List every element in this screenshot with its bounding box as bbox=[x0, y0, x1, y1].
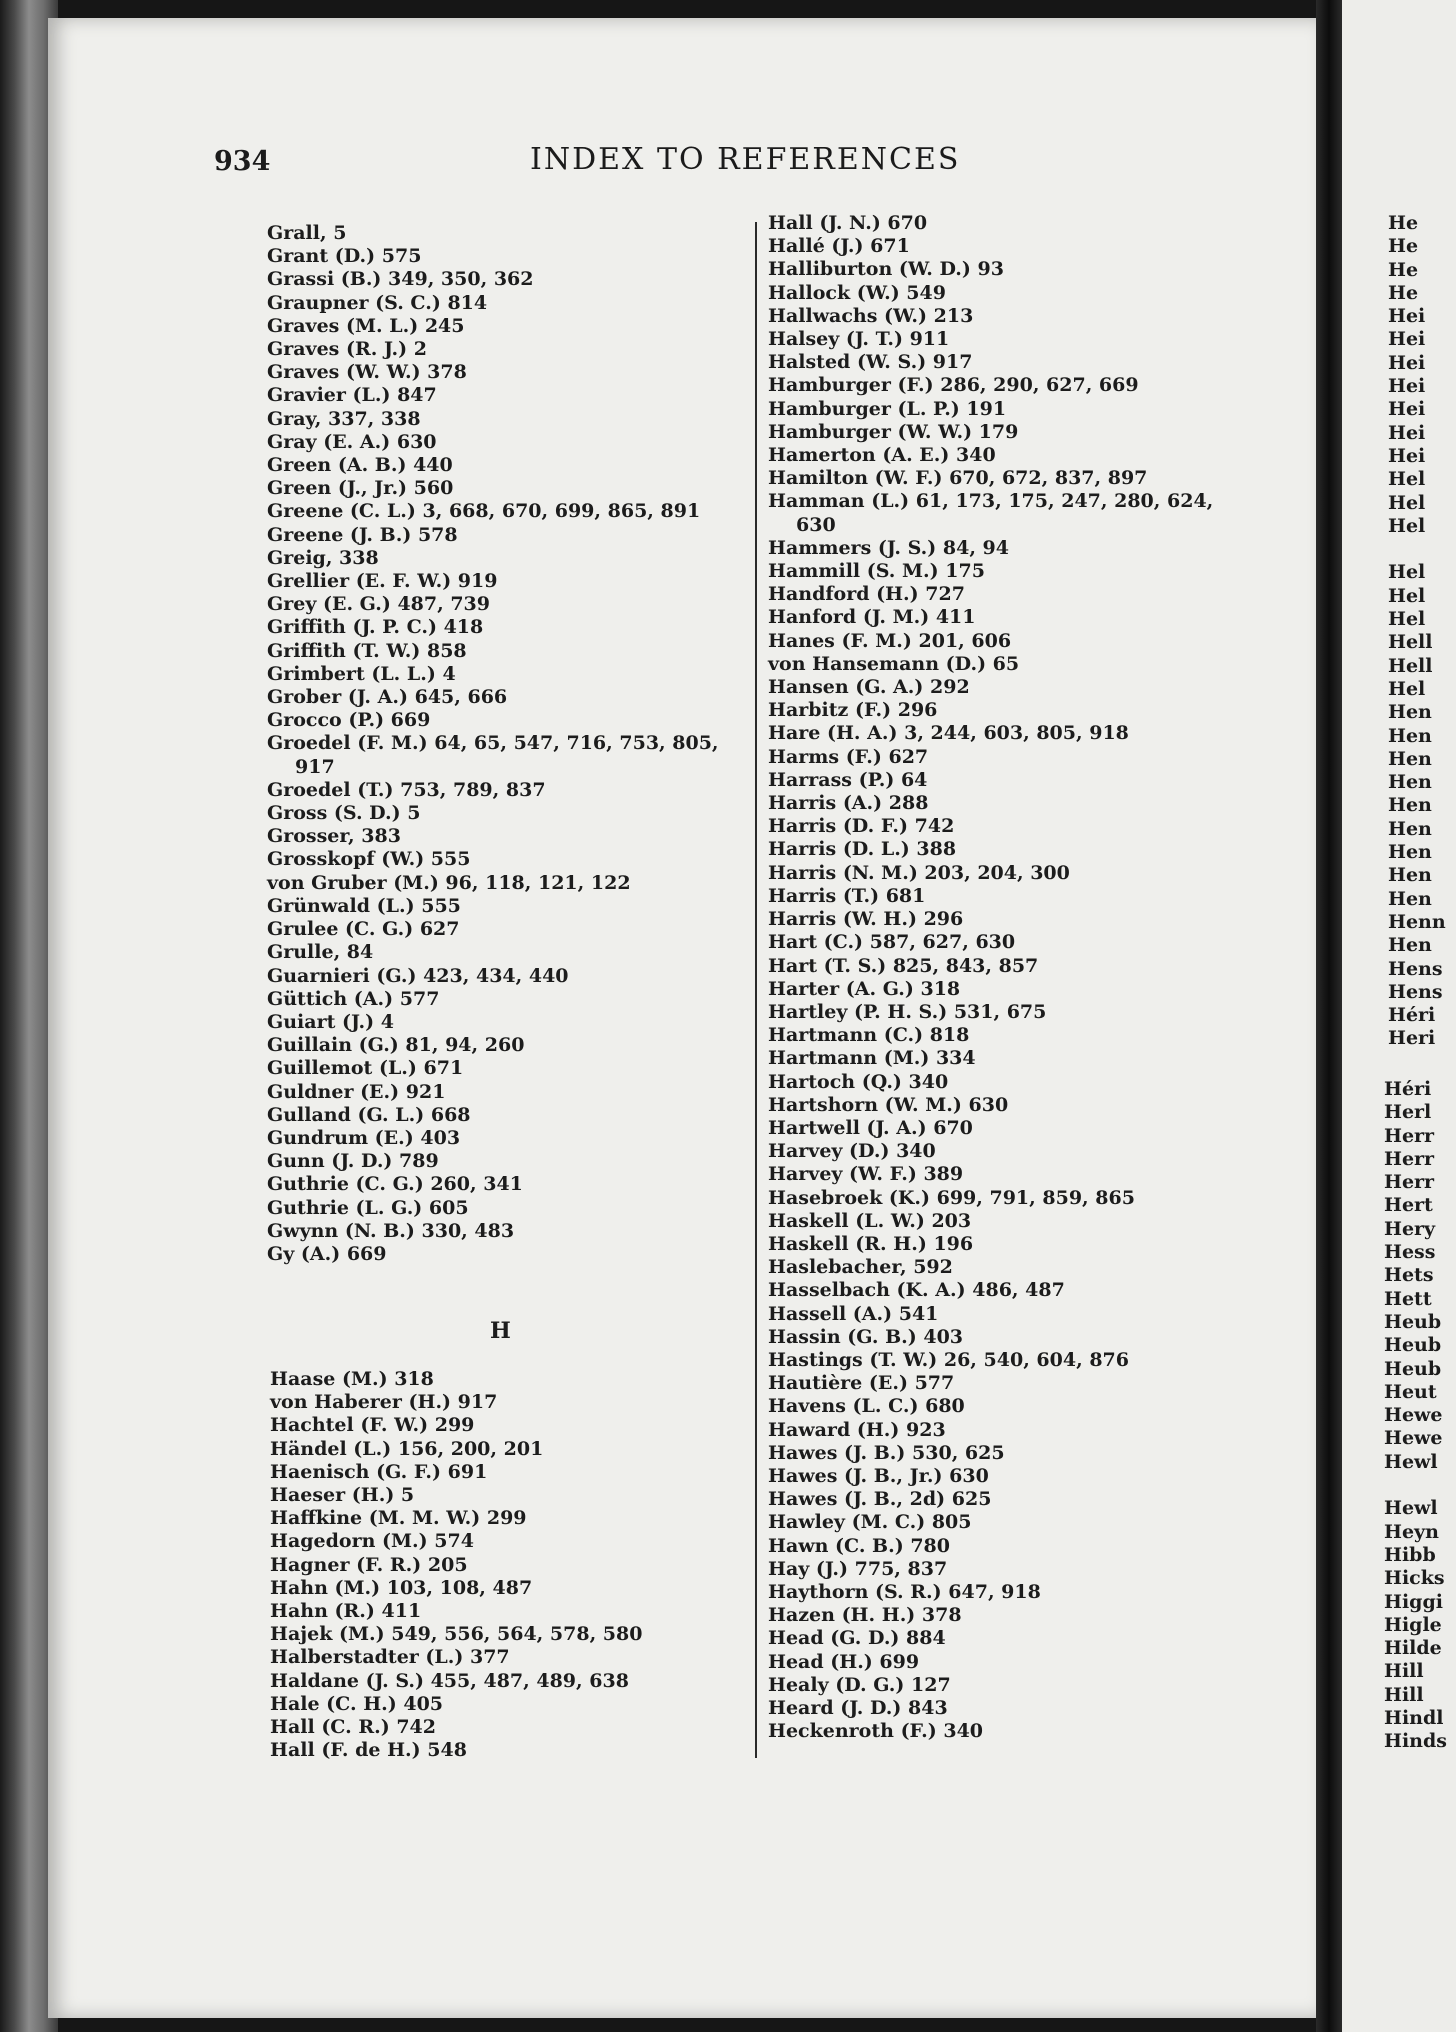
facing-page-fragment: Hei bbox=[1388, 351, 1426, 374]
index-entry: Head (G. D.) 884 bbox=[768, 1627, 946, 1650]
facing-page-fragment: Hibb bbox=[1384, 1543, 1436, 1566]
facing-page-fragment: Heub bbox=[1384, 1310, 1442, 1333]
index-entry: Harvey (W. F.) 389 bbox=[768, 1163, 964, 1186]
facing-page-fragment: Hen bbox=[1388, 701, 1432, 724]
index-entry: Gundrum (E.) 403 bbox=[267, 1126, 461, 1149]
index-entry: Harbitz (F.) 296 bbox=[768, 699, 938, 722]
index-entry: Grocco (P.) 669 bbox=[267, 709, 431, 732]
index-entry: Hammers (J. S.) 84, 94 bbox=[768, 536, 1009, 559]
index-entry: Hamburger (F.) 286, 290, 627, 669 bbox=[768, 374, 1139, 397]
index-entry: Heard (J. D.) 843 bbox=[768, 1697, 948, 1719]
facing-page-fragment: Hei bbox=[1388, 398, 1426, 421]
index-entry: Hare (H. A.) 3, 244, 603, 805, 918 bbox=[768, 722, 1129, 745]
facing-page-fragment: Hel bbox=[1388, 608, 1426, 631]
index-entry: Gravier (L.) 847 bbox=[267, 384, 437, 407]
index-entry: Grulee (C. G.) 627 bbox=[267, 918, 460, 941]
facing-page-fragment: Hel bbox=[1388, 677, 1426, 700]
index-entry: Hassell (A.) 541 bbox=[768, 1302, 939, 1325]
index-entry: Haward (H.) 923 bbox=[768, 1418, 946, 1441]
facing-page-fragment: Hei bbox=[1388, 421, 1426, 444]
index-entry: Hawes (J. B.) 530, 625 bbox=[768, 1441, 1005, 1464]
facing-page-fragment: Hen bbox=[1388, 887, 1432, 910]
running-head: INDEX TO REFERENCES bbox=[530, 142, 961, 177]
facing-page-fragment: Herr bbox=[1384, 1124, 1435, 1147]
facing-page-fragment: Hens bbox=[1388, 980, 1443, 1003]
index-entry: Griffith (T. W.) 858 bbox=[267, 639, 467, 662]
facing-page-fragment: Hill bbox=[1384, 1660, 1424, 1683]
index-entry: Heckenroth (F.) 340 bbox=[768, 1720, 984, 1743]
facing-page-fragment: He bbox=[1388, 281, 1419, 304]
facing-page-fragment: Henn bbox=[1388, 910, 1446, 933]
index-entry: Grober (J. A.) 645, 666 bbox=[267, 686, 508, 709]
index-entry: Haslebacher, 592 bbox=[768, 1256, 953, 1279]
index-entry: Hansen (G. A.) 292 bbox=[768, 676, 970, 699]
index-entry: Hallock (W.) 549 bbox=[768, 281, 946, 304]
facing-page-fragment: Heut bbox=[1384, 1380, 1437, 1403]
facing-page-fragment: Heyn bbox=[1384, 1520, 1439, 1543]
index-entry: Greene (J. B.) 578 bbox=[267, 523, 458, 546]
facing-page-fragment: Hen bbox=[1388, 934, 1432, 957]
facing-page-fragment: Hen bbox=[1388, 771, 1432, 794]
facing-page-fragment: Hett bbox=[1384, 1287, 1432, 1310]
index-entry: Harter (A. G.) 318 bbox=[768, 977, 961, 1000]
facing-page-fragment: Hen bbox=[1388, 864, 1432, 887]
index-entry: Guiart (J.) 4 bbox=[267, 1010, 394, 1033]
index-entry: Hay (J.) 775, 837 bbox=[768, 1557, 948, 1580]
index-entry: Haldane (J. S.) 455, 487, 489, 638 bbox=[270, 1669, 629, 1692]
facing-page bbox=[1342, 0, 1456, 2032]
index-entry: Gulland (G. L.) 668 bbox=[267, 1103, 471, 1126]
facing-page-fragment: He bbox=[1388, 212, 1419, 234]
index-entry: Hanford (J. M.) 411 bbox=[768, 606, 976, 629]
index-entry: Grünwald (L.) 555 bbox=[267, 894, 461, 917]
facing-page-fragment: Héri bbox=[1384, 1078, 1432, 1100]
index-entry: Harris (T.) 681 bbox=[768, 884, 926, 907]
index-entry: Hartshorn (W. M.) 630 bbox=[768, 1093, 1009, 1116]
index-entry: 917 bbox=[295, 755, 335, 778]
index-entry: Greene (C. L.) 3, 668, 670, 699, 865, 891 bbox=[267, 500, 701, 523]
index-entry: Gross (S. D.) 5 bbox=[267, 802, 421, 825]
facing-page-fragment: Hen bbox=[1388, 724, 1432, 747]
index-entry: Groedel (F. M.) 64, 65, 547, 716, 753, 805, bbox=[267, 732, 719, 755]
facing-page-fragment: Hinds bbox=[1384, 1730, 1447, 1753]
index-entry: Grellier (E. F. W.) 919 bbox=[267, 570, 498, 593]
index-entry: Hallwachs (W.) 213 bbox=[768, 304, 974, 327]
facing-page-fragment: Herl bbox=[1384, 1101, 1432, 1124]
index-column-left-h bbox=[270, 1368, 642, 1762]
index-entry: Hamburger (W. W.) 179 bbox=[768, 420, 1019, 443]
index-entry: Harms (F.) 627 bbox=[768, 745, 929, 768]
index-column-left-g bbox=[267, 222, 719, 1266]
index-entry: Grosser, 383 bbox=[267, 825, 401, 848]
index-entry: Hartmann (C.) 818 bbox=[768, 1024, 970, 1047]
index-entry: Hasselbach (K. A.) 486, 487 bbox=[768, 1279, 1065, 1302]
index-entry: Hall (C. R.) 742 bbox=[270, 1716, 436, 1739]
index-entry: Hamburger (L. P.) 191 bbox=[768, 397, 1007, 420]
index-entry: Groedel (T.) 753, 789, 837 bbox=[267, 778, 546, 801]
index-entry: Hammill (S. M.) 175 bbox=[768, 560, 985, 583]
index-entry: Grant (D.) 575 bbox=[267, 245, 422, 268]
index-entry: Handford (H.) 727 bbox=[768, 583, 965, 606]
facing-page-fragment: Hen bbox=[1388, 747, 1432, 770]
index-entry: Haeser (H.) 5 bbox=[270, 1484, 415, 1507]
facing-page-fragment: Hilde bbox=[1384, 1637, 1442, 1660]
index-entry: Güttich (A.) 577 bbox=[267, 987, 440, 1010]
index-entry: Haffkine (M. M. W.) 299 bbox=[270, 1507, 527, 1530]
index-entry: Harvey (D.) 340 bbox=[768, 1140, 936, 1163]
index-entry: Grulle, 84 bbox=[267, 941, 374, 964]
index-entry: Guthrie (C. G.) 260, 341 bbox=[267, 1173, 523, 1196]
index-entry: Hawn (C. B.) 780 bbox=[768, 1534, 950, 1557]
facing-page-fragment: Herr bbox=[1384, 1147, 1435, 1170]
facing-page-fragment: Heub bbox=[1384, 1357, 1442, 1380]
index-entry: Haskell (R. H.) 196 bbox=[768, 1232, 974, 1255]
index-entry: Hasebroek (K.) 699, 791, 859, 865 bbox=[768, 1186, 1135, 1209]
facing-page-fragment: Hel bbox=[1388, 514, 1426, 537]
facing-page-fragment: Hewl bbox=[1384, 1450, 1438, 1473]
index-entry: Gy (A.) 669 bbox=[267, 1242, 387, 1265]
book-gutter bbox=[1316, 0, 1342, 2032]
facing-page-fragment: Hert bbox=[1384, 1194, 1433, 1217]
facing-page-fragment: Hei bbox=[1388, 328, 1426, 351]
facing-page-fragment: Hel bbox=[1388, 468, 1426, 491]
facing-page-fragment: Hei bbox=[1388, 375, 1426, 398]
facing-page-fragment: Hess bbox=[1384, 1241, 1436, 1264]
index-entry: Grosskopf (W.) 555 bbox=[267, 848, 471, 871]
index-entry: Hawes (J. B., Jr.) 630 bbox=[768, 1464, 989, 1487]
index-entry: Gwynn (N. B.) 330, 483 bbox=[267, 1219, 515, 1242]
index-entry: Haenisch (G. F.) 691 bbox=[270, 1460, 488, 1483]
index-entry: Hahn (R.) 411 bbox=[270, 1600, 422, 1623]
index-entry: Haythorn (S. R.) 647, 918 bbox=[768, 1580, 1041, 1603]
facing-page-fragment: Hewe bbox=[1384, 1404, 1443, 1427]
index-entry: Graves (R. J.) 2 bbox=[267, 338, 427, 361]
index-entry: Hall (J. N.) 670 bbox=[768, 212, 928, 234]
facing-page-fragment: Héri bbox=[1388, 1004, 1436, 1027]
index-entry: Hart (C.) 587, 627, 630 bbox=[768, 931, 1016, 954]
index-entry: Green (J., Jr.) 560 bbox=[267, 477, 454, 500]
facing-page-fragment: Hewl bbox=[1384, 1497, 1438, 1520]
index-entry: Greig, 338 bbox=[267, 546, 379, 569]
index-entry: Haase (M.) 318 bbox=[270, 1368, 434, 1390]
index-entry: Head (H.) 699 bbox=[768, 1650, 920, 1673]
index-entry: Harris (N. M.) 203, 204, 300 bbox=[768, 861, 1070, 884]
facing-page-column-2 bbox=[1384, 1078, 1447, 1754]
index-entry: Grall, 5 bbox=[267, 222, 347, 244]
index-entry: Graves (W. W.) 378 bbox=[267, 361, 467, 384]
index-entry: Hazen (H. H.) 378 bbox=[768, 1604, 962, 1627]
facing-page-fragment: Hel bbox=[1388, 491, 1426, 514]
index-entry: Hawes (J. B., 2d) 625 bbox=[768, 1488, 992, 1511]
index-entry: Hart (T. S.) 825, 843, 857 bbox=[768, 954, 1039, 977]
index-entry: Healy (D. G.) 127 bbox=[768, 1673, 951, 1696]
index-entry: Halsted (W. S.) 917 bbox=[768, 351, 973, 374]
index-entry: Guarnieri (G.) 423, 434, 440 bbox=[267, 964, 569, 987]
index-entry: 630 bbox=[796, 513, 836, 536]
facing-page-fragment: Herr bbox=[1384, 1171, 1435, 1194]
index-entry: Harris (A.) 288 bbox=[768, 792, 929, 815]
facing-page-fragment: He bbox=[1388, 235, 1419, 258]
facing-page-fragment: Hery bbox=[1384, 1217, 1436, 1240]
index-entry: Green (A. B.) 440 bbox=[267, 454, 453, 477]
index-entry: Guthrie (L. G.) 605 bbox=[267, 1196, 469, 1219]
facing-page-fragment: Hets bbox=[1384, 1264, 1434, 1287]
facing-page-fragment bbox=[1384, 1474, 1447, 1497]
facing-page-fragment: Hell bbox=[1388, 631, 1433, 654]
facing-page-fragment: Hel bbox=[1388, 561, 1426, 584]
index-entry: Harris (D. F.) 742 bbox=[768, 815, 955, 838]
facing-page-fragment: Hindl bbox=[1384, 1707, 1444, 1730]
index-entry: Haskell (L. W.) 203 bbox=[768, 1209, 972, 1232]
index-entry: Gunn (J. D.) 789 bbox=[267, 1150, 439, 1173]
index-entry: Hall (F. de H.) 548 bbox=[270, 1739, 467, 1762]
index-entry: Hastings (T. W.) 26, 540, 604, 876 bbox=[768, 1348, 1129, 1371]
index-entry: Graupner (S. C.) 814 bbox=[267, 291, 488, 314]
index-entry: Händel (L.) 156, 200, 201 bbox=[270, 1437, 544, 1460]
index-entry: Hachtel (F. W.) 299 bbox=[270, 1414, 475, 1437]
index-entry: Harris (W. H.) 296 bbox=[768, 908, 964, 931]
index-entry: Grey (E. G.) 487, 739 bbox=[267, 593, 490, 616]
facing-page-fragment: Hens bbox=[1388, 957, 1443, 980]
index-entry: Hartley (P. H. S.) 531, 675 bbox=[768, 1000, 1047, 1023]
facing-page-fragment: Hei bbox=[1388, 305, 1426, 328]
index-entry: Hamman (L.) 61, 173, 175, 247, 280, 624, bbox=[768, 490, 1214, 513]
section-letter-heading: H bbox=[490, 1318, 511, 1344]
index-entry: Hamilton (W. F.) 670, 672, 837, 897 bbox=[768, 467, 1148, 490]
index-entry: Hale (C. H.) 405 bbox=[270, 1692, 444, 1715]
facing-page-fragment: Hei bbox=[1388, 444, 1426, 467]
facing-page-fragment: Hen bbox=[1388, 794, 1432, 817]
index-entry: Gray (E. A.) 630 bbox=[267, 430, 437, 453]
index-column-right bbox=[768, 212, 1213, 1743]
index-entry: Hartwell (J. A.) 670 bbox=[768, 1116, 973, 1139]
facing-page-fragment: Hel bbox=[1388, 584, 1426, 607]
index-entry: Hallé (J.) 671 bbox=[768, 235, 910, 258]
index-entry: Guldner (E.) 921 bbox=[267, 1080, 446, 1103]
column-divider bbox=[755, 222, 757, 1758]
index-entry: Hamerton (A. E.) 340 bbox=[768, 444, 996, 467]
index-entry: Havens (L. C.) 680 bbox=[768, 1395, 965, 1418]
facing-page-fragment: Hell bbox=[1388, 654, 1433, 677]
index-entry: Griffith (J. P. C.) 418 bbox=[267, 616, 484, 639]
index-entry: Grassi (B.) 349, 350, 362 bbox=[267, 268, 534, 291]
index-entry: Hartmann (M.) 334 bbox=[768, 1047, 976, 1070]
facing-page-fragment: Hen bbox=[1388, 841, 1432, 864]
index-entry: Grimbert (L. L.) 4 bbox=[267, 662, 456, 685]
index-entry: Halberstadter (L.) 377 bbox=[270, 1646, 510, 1669]
index-entry: von Gruber (M.) 96, 118, 121, 122 bbox=[267, 871, 631, 894]
facing-page-fragment: Hill bbox=[1384, 1683, 1424, 1706]
index-entry: Graves (M. L.) 245 bbox=[267, 314, 465, 337]
facing-page-fragment: Heub bbox=[1384, 1334, 1442, 1357]
index-entry: Harrass (P.) 64 bbox=[768, 768, 928, 791]
index-entry: Harris (D. L.) 388 bbox=[768, 838, 957, 861]
index-entry: Hagner (F. R.) 205 bbox=[270, 1553, 468, 1576]
index-entry: Hawley (M. C.) 805 bbox=[768, 1511, 972, 1534]
index-entry: Hajek (M.) 549, 556, 564, 578, 580 bbox=[270, 1623, 643, 1646]
page-number: 934 bbox=[214, 146, 271, 177]
index-entry: Halsey (J. T.) 911 bbox=[768, 328, 950, 351]
index-entry: Gray, 337, 338 bbox=[267, 407, 421, 430]
index-entry: Hartoch (Q.) 340 bbox=[768, 1070, 949, 1093]
index-entry: von Hansemann (D.) 65 bbox=[768, 652, 1020, 675]
facing-page-fragment: Heri bbox=[1388, 1027, 1436, 1050]
index-entry: Hanes (F. M.) 201, 606 bbox=[768, 629, 1012, 652]
index-entry: Hagedorn (M.) 574 bbox=[270, 1530, 474, 1553]
index-entry: Hassin (G. B.) 403 bbox=[768, 1325, 964, 1348]
facing-page-fragment: Higle bbox=[1384, 1613, 1442, 1636]
facing-page-fragment: Higgi bbox=[1384, 1590, 1443, 1613]
facing-page-fragment bbox=[1388, 538, 1446, 561]
index-entry: Halliburton (W. D.) 93 bbox=[768, 258, 1004, 281]
index-entry: Guillemot (L.) 671 bbox=[267, 1057, 464, 1080]
facing-page-fragment: He bbox=[1388, 258, 1419, 281]
facing-page-fragment: Hewe bbox=[1384, 1427, 1443, 1450]
index-entry: Hautière (E.) 577 bbox=[768, 1372, 955, 1395]
index-entry: Guillain (G.) 81, 94, 260 bbox=[267, 1034, 525, 1057]
index-entry: Hahn (M.) 103, 108, 487 bbox=[270, 1576, 533, 1599]
facing-page-fragment: Hicks bbox=[1384, 1567, 1445, 1590]
facing-page-column-1 bbox=[1388, 212, 1446, 1051]
facing-page-fragment: Hen bbox=[1388, 817, 1432, 840]
index-entry: von Haberer (H.) 917 bbox=[270, 1391, 498, 1414]
